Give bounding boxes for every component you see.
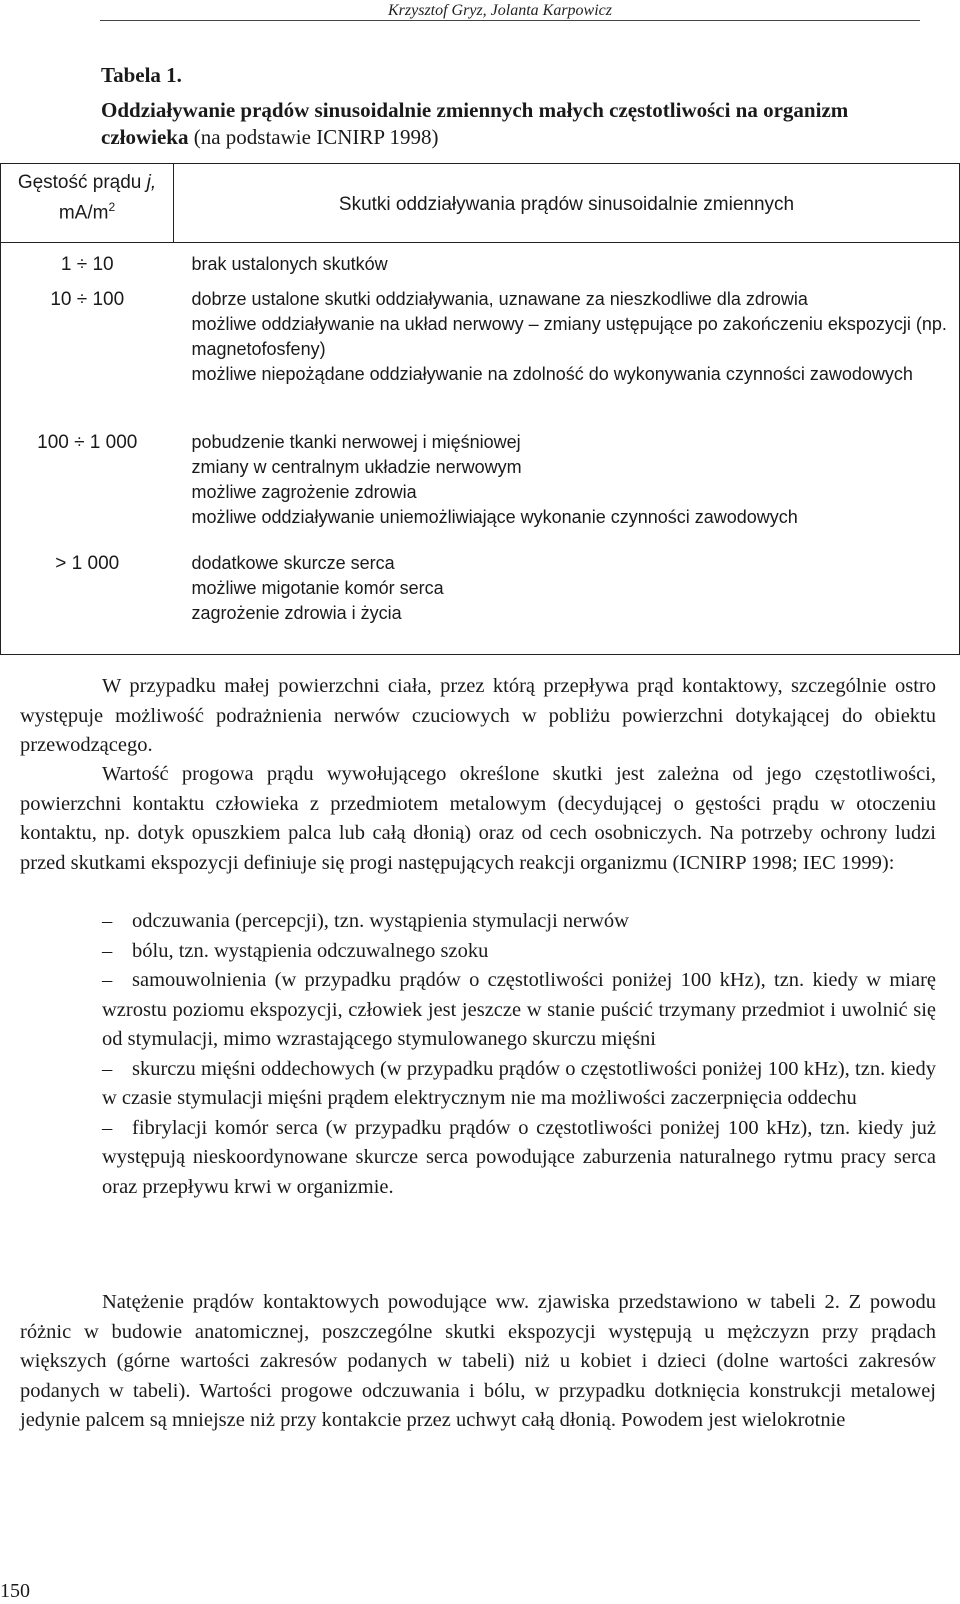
body-paragraph: W przypadku małej powierzchni ciała, przez którą przepływa prąd kontaktowy, szczególnie ostro występuje możliwość podrażnienia nerwów czuciowych w pobliżu powierzchni dotykającej do obiektu przewodzącego. <box>20 675 936 756</box>
list-item <box>20 966 936 1055</box>
running-head: Krzysztof Gryz, Jolanta Karpowicz <box>387 2 612 19</box>
table-row <box>1 243 960 279</box>
header-col1-unit: mA/m <box>58 202 109 224</box>
body-paragraph: Natężenie prądów kontaktowych powodujące ww. zjawiska przedstawiono w tabeli 2. Z powodu różnic w budowie anatomicznej, poszczególne skutki ekspozycji występują u mężczyzn przy prądach większych (górne wartości zakresów podanych w tabeli) niż u kobiet i dzieci (dolne wartości zakresów podanych w tabeli). Wartości progowe odczuwania i bólu, w przypadku dotknięcia konstrukcji metalowej jedynie palcem są mniejsze niż przy kontakcie przez uchwyt całą dłonią. Powodem jest wielokrotnie <box>20 1291 936 1431</box>
row-range: 100 ÷ 1 000 <box>1 422 174 543</box>
list-dash: – <box>102 969 113 991</box>
row-effects <box>174 422 960 543</box>
effect-line: pobudzenie tkanki nerwowej i mięśniowej <box>191 431 521 452</box>
effect-line: zagrożenie zdrowia i życia <box>191 602 402 623</box>
list-dash: – <box>102 910 113 932</box>
header-rule <box>100 20 920 21</box>
header-col1-unit-exp: 2 <box>108 200 116 214</box>
effect-line: brak ustalonych skutków <box>191 254 388 274</box>
header-effects: Skutki oddziaływania prądów sinusoidalnie zmiennych <box>174 164 960 243</box>
table-row <box>1 543 960 655</box>
table-header-row <box>1 164 960 243</box>
list-dash: – <box>102 1057 113 1080</box>
reaction-threshold-list <box>20 907 936 1202</box>
effect-line: możliwe zagrożenie zdrowia <box>191 481 417 502</box>
header-col1-symbol: j, <box>146 172 157 193</box>
header-col1-text: Gęstość prądu <box>17 172 142 193</box>
list-dash: – <box>102 1116 113 1139</box>
list-item-text: bólu, tzn. wystąpienia odczuwalnego szoku <box>132 939 489 962</box>
table-row <box>1 422 960 543</box>
list-item <box>20 937 936 967</box>
effect-line: możliwe migotanie komór serca <box>191 577 444 598</box>
header-current-density <box>1 164 174 243</box>
effect-line: możliwe niepożądane oddziaływanie na zdolność do wykonywania czynności zawodowych <box>191 363 913 384</box>
row-range: 10 ÷ 100 <box>1 279 174 422</box>
row-effects <box>174 279 960 422</box>
table-caption <box>101 97 926 151</box>
list-item-text: skurczu mięśni oddechowych (w przypadku prądów o częstotliwości poniżej 100 kHz), tzn. kiedy w czasie stymulacji mięśni prądem elektrycznym nie ma możliwości zaczerpnięcia oddechu <box>102 1057 936 1109</box>
list-item <box>20 1055 936 1114</box>
body-paragraph: Wartość progowa prądu wywołującego określone skutki jest zależna od jego częstotliwości, powierzchni kontaktu człowieka z przedmiotem metalowym (decydującej o gęstości prądu w otoczeniu kontaktu, np. dotyk opuszkiem palca lub całą dłonią) oraz od cech osobniczych. Na potrzeby ochrony ludzi przed skutkami ekspozycji definiuje się progi następujących reakcji organizmu (ICNIRP 1998; IEC 1999): <box>20 763 936 874</box>
table-caption-bold: Oddziaływanie prądów sinusoidalnie zmiennych małych częstotliwości na organizm człowieka <box>101 98 849 149</box>
effect-line: zmiany w centralnym układzie nerwowym <box>191 456 522 477</box>
effect-line: możliwe oddziaływanie uniemożliwiające wykonanie czynności zawodowych <box>191 506 798 527</box>
list-dash: – <box>102 939 113 962</box>
effect-line: dodatkowe skurcze serca <box>191 552 395 573</box>
list-item-text: odczuwania (percepcji), tzn. wystąpienia stymulacji nerwów <box>132 910 629 932</box>
table-caption-rest: (na podstawie ICNIRP 1998) <box>188 125 439 149</box>
effect-line: możliwe oddziaływanie na układ nerwowy – zmiany ustępujące po zakończeniu ekspozycji (np. magnetofosfeny) <box>191 313 947 359</box>
list-item-text: samouwolnienia (w przypadku prądów o częstotliwości poniżej 100 kHz), tzn. kiedy w miarę wzrostu poziomu ekspozycji, człowiek jest jeszcze w stanie puścić trzymany przedmiot i uwolnić się od stymulacji, mimo wzrastającego stymulowanego skurczu mięśni <box>102 969 936 1050</box>
page-number: 150 <box>0 1580 30 1602</box>
row-effects <box>174 543 960 655</box>
table-row <box>1 279 960 422</box>
row-range: 1 ÷ 10 <box>1 243 174 279</box>
list-item <box>20 1114 936 1203</box>
list-item <box>20 907 936 937</box>
row-range: > 1 000 <box>1 543 174 655</box>
table-label: Tabela 1. <box>101 63 182 87</box>
row-effects <box>174 243 960 279</box>
effect-line: dobrze ustalone skutki oddziaływania, uznawane za nieszkodliwe dla zdrowia <box>191 288 808 309</box>
list-item-text: fibrylacji komór serca (w przypadku prądów o częstotliwości poniżej 100 kHz), tzn. kiedy już występują nieskoordynowane skurcze serca powodujące zaburzenia naturalnego rytmu pracy serca oraz przepływu krwi w organizmie. <box>102 1116 936 1198</box>
effects-table <box>0 163 960 655</box>
